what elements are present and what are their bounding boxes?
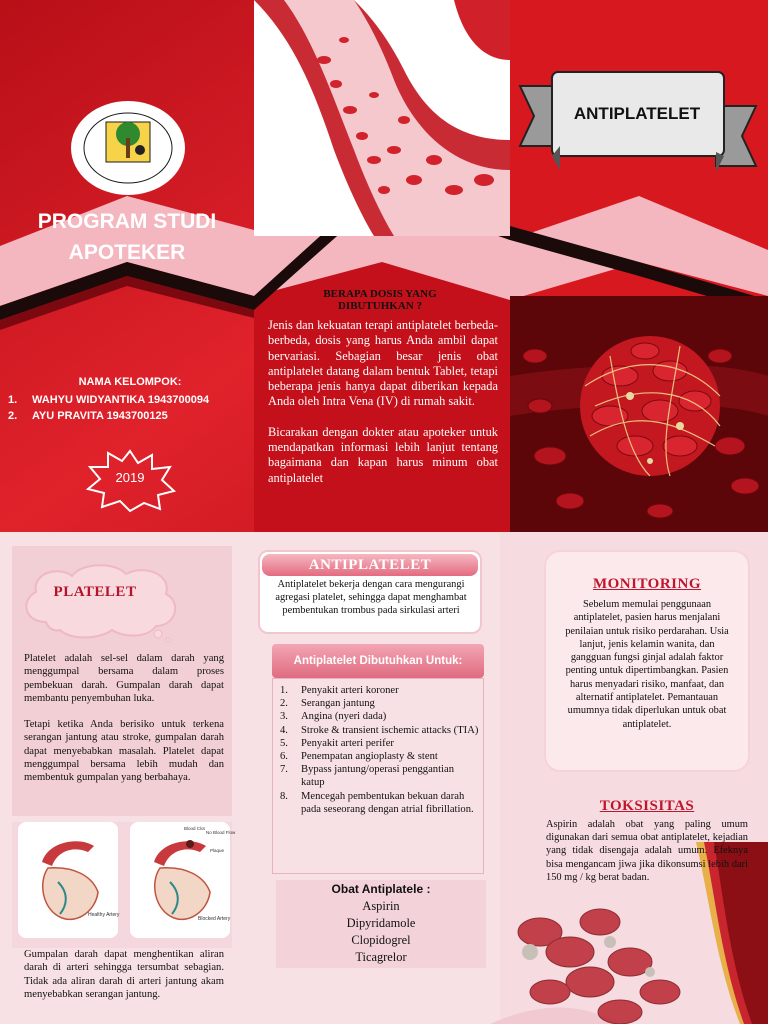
list-text: Mencegah pembentukan bekuan darah pada seseorang dengan atrial fibrillation. <box>301 790 474 815</box>
blood-clot-image <box>510 296 768 532</box>
list-text: Serangan jantung <box>301 698 375 710</box>
toksisitas-heading: TOKSISITAS <box>599 798 695 814</box>
list-number: 4. <box>280 724 288 736</box>
gumpalan-paragraph: Gumpalan darah dapat menghentikan aliran darah di arteri sehingga tersumbat sebagian. Tidak ada aliran darah di arteri jantung akam menyebabkan serangan jantung. <box>24 949 224 1000</box>
blood-clot-label: Blood Clot <box>184 826 205 831</box>
dose-paragraph-1: Jenis dan kekuatan terapi antiplatelet berbeda-berbeda, dosis yang harus Anda ambil dapat bervariasi. Sebagian besar jenis obat antiplatelet datang dalam bentuk Tablet, tetapi beberapa jenis hanya dapat diberikan kepada Anda oleh Intra Vena (IV) di rumah sakit. <box>268 318 498 409</box>
list-item <box>280 763 480 789</box>
healthy-artery-illustration <box>18 822 118 938</box>
program-title-line2: APOTEKER <box>68 241 186 264</box>
list-number: 3. <box>280 711 288 723</box>
list-text: Bypass jantung/operasi penggantian katup <box>301 764 454 789</box>
platelet-cloud-callout <box>16 560 182 642</box>
list-item <box>280 710 480 723</box>
antiplatelet-description: Antiplatelet bekerja dengan cara mengurangi agregasi platelet, sehingga dapat menghambat pembentukan trombus pada sirkulasi arteri <box>275 579 467 616</box>
list-number: 2. <box>280 698 288 710</box>
antiplatelet-title: ANTIPLATELET <box>573 104 701 123</box>
member-name: AYU PRAVITA 1943700125 <box>32 410 168 422</box>
platelet-body <box>24 652 224 785</box>
members-heading: NAMA KELOMPOK: <box>78 376 182 388</box>
toksisitas-text: Aspirin adalah obat yang paling umum digunakan dari semua obat antiplatelet, kejadian yang tidak disengaja adalah umum. Efeknya bisa mengancam jiwa jika dikonsumsi lebih dari 150 mg / kg berat badan. <box>546 819 748 883</box>
obat-item: Aspirin <box>362 899 400 913</box>
brochure-inside <box>0 532 768 1024</box>
list-item <box>280 724 480 737</box>
list-number: 7. <box>280 764 288 776</box>
list-item <box>280 750 480 763</box>
needed-for-list <box>280 684 480 816</box>
monitoring-heading: MONITORING <box>592 576 702 592</box>
obat-item: Ticagrelor <box>355 950 407 964</box>
list-number: 5. <box>280 737 288 749</box>
group-members <box>8 376 252 424</box>
title-ribbon-banner <box>520 66 756 182</box>
member-number: 1. <box>8 394 18 406</box>
monitoring-text: Sebelum memulai penggunaan antiplatelet, pasien harus menjalani penilaian untuk risiko perdarahan. Usia lanjut, jenis kelamin wanita, dan gangguan fungsi ginjal adalah faktor penting untuk dipertimbangkan. Pasien harus menyadari risiko, manfaat, dan alternatif antiplatelet. Pemantauan umumnya tidak diperlukan untuk obat antiplatelet. <box>565 599 729 730</box>
program-title-line1: PROGRAM STUDI <box>37 210 217 233</box>
list-item <box>280 697 480 710</box>
list-text: Penyakit arteri koroner <box>301 685 399 696</box>
university-logo <box>70 100 186 196</box>
obat-list <box>276 898 486 966</box>
program-title <box>0 206 254 268</box>
list-text: Penempatan angioplasty & stent <box>301 751 438 763</box>
needed-for-heading: Antiplatelet Dibutuhkan Untuk: <box>272 644 484 678</box>
year-label: 2019 <box>115 470 145 485</box>
platelet-paragraph-1: Platelet adalah sel-sel dalam darah yang menggumpal bersama dalam proses pembekuan darah. Gumpalan darah dapat membantu penyembuhan luka. <box>24 653 224 704</box>
no-blood-flow-label: No Blood Flow <box>206 830 236 835</box>
member-item <box>8 408 252 424</box>
blocked-artery-label: Blocked Artery <box>198 916 231 922</box>
obat-heading: Obat Antiplatele : <box>331 882 431 896</box>
list-text: Angina (nyeri dada) <box>301 711 387 723</box>
platelet-paragraph-2: Tetapi ketika Anda berisiko untuk terkena serangan jantung atau stroke, gumpalan darah dapat menyebabkan masalah. Platelet dapat menggumpal bersama lebih mudah dan membentuk gumpalan yang berbahaya. <box>24 719 224 784</box>
obat-item: Dipyridamole <box>346 916 416 930</box>
blocked-artery-illustration <box>130 822 236 938</box>
list-item <box>280 684 480 697</box>
list-number: 1. <box>280 685 288 696</box>
dose-body <box>268 318 498 486</box>
member-number: 2. <box>8 410 18 422</box>
blood-vessel-image <box>254 0 510 236</box>
antiplatelet-heading: ANTIPLATELET <box>262 554 478 576</box>
dose-paragraph-2: Bicarakan dengan dokter atau apoteker untuk mendapatkan informasi lebih lanjut tentang bagaimana dan kapan harus minum obat antiplatelet <box>268 424 498 485</box>
list-item <box>280 737 480 750</box>
list-text: Stroke & transient ischemic attacks (TIA) <box>301 724 479 736</box>
platelet-heading: PLATELET <box>53 584 137 600</box>
member-item <box>8 392 252 408</box>
list-text: Penyakit arteri perifer <box>301 737 394 749</box>
member-name: WAHYU WIDYANTIKA 1943700094 <box>32 394 210 406</box>
obat-item: Clopidogrel <box>351 933 411 947</box>
list-number: 8. <box>280 790 288 802</box>
healthy-artery-label: Healthy Artery <box>88 912 120 918</box>
list-number: 6. <box>280 751 288 763</box>
plaque-label: Plaque <box>210 848 225 853</box>
dose-heading: BERAPA DOSIS YANG DIBUTUHKAN ? <box>323 288 437 312</box>
list-item <box>280 790 480 816</box>
